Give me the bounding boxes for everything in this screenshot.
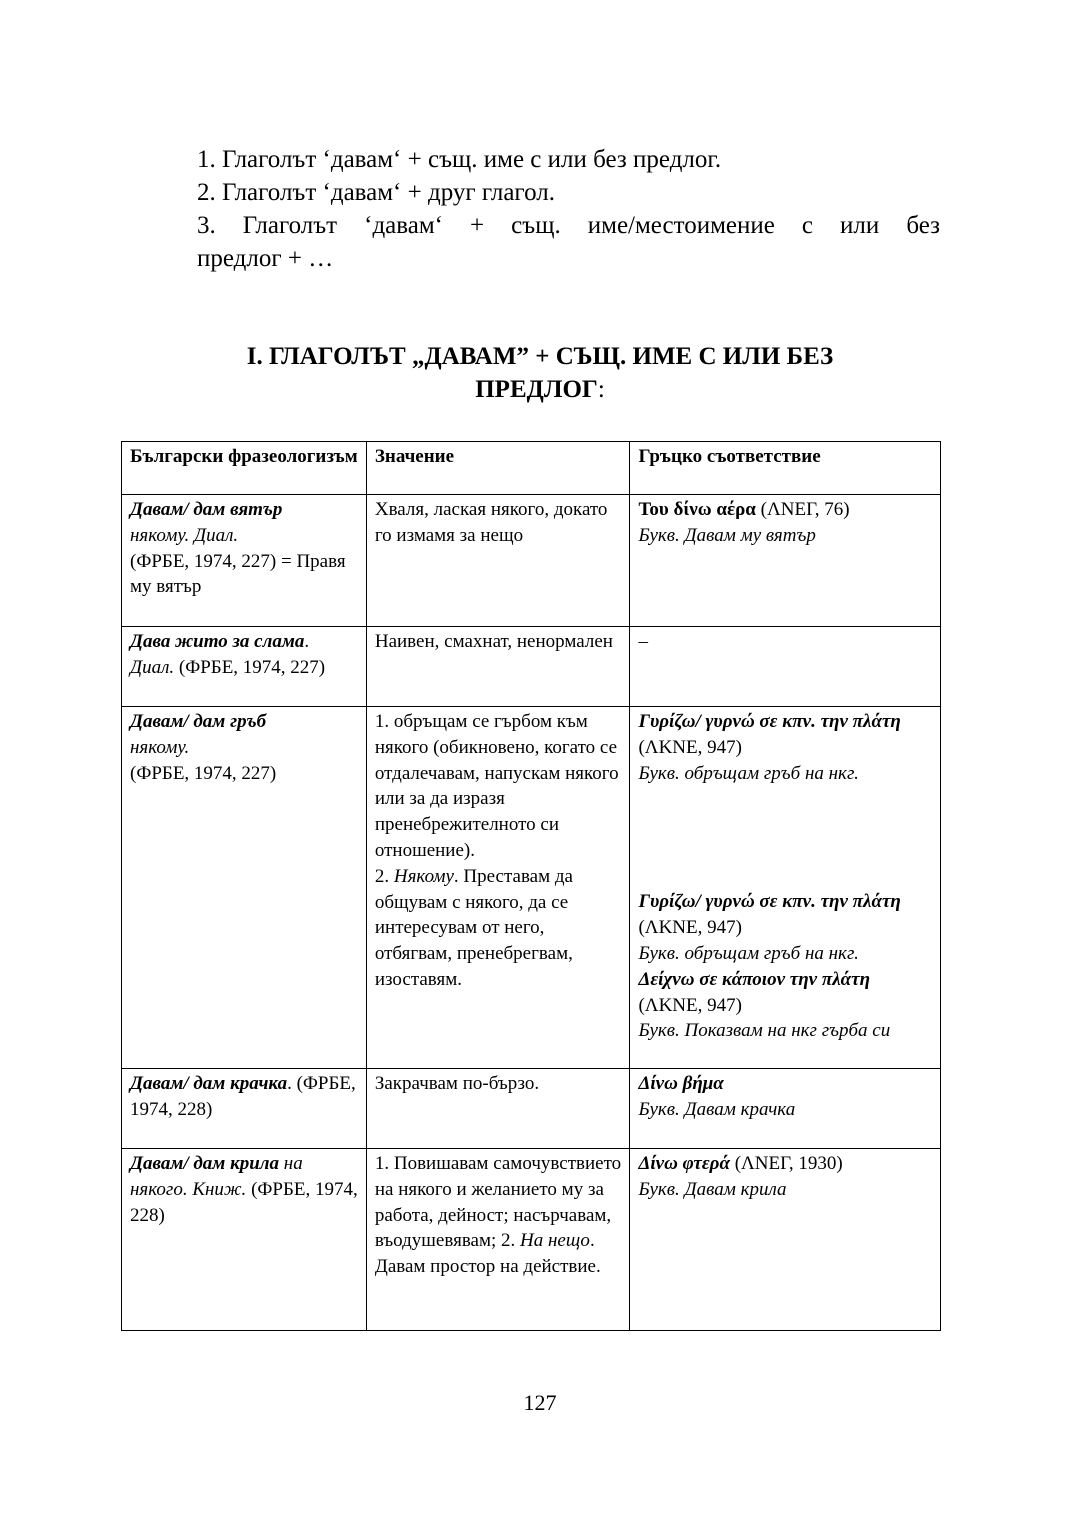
table-header-row — [122, 442, 941, 495]
cell-greek: Δίνω βήμα Букв. Давам крачка — [630, 1069, 941, 1149]
list-item: 3. Глаголът ‘давам‘ + същ. име/местоимение с или без — [197, 212, 940, 239]
cell-meaning: 1. Повишавам самочувствието на някого и желанието му за работа, дейност; насърчавам, въодушевявам; 2. На нещо. Давам простор на действие. — [366, 1149, 630, 1331]
cell-meaning: Наивен, смахнат, ненормален — [366, 627, 630, 707]
header-greek: Гръцко съответствие — [630, 442, 941, 495]
cell-meaning: 1. обръщам се гърбом към някого (обикновено, когато се отдалечавам, напускам някого или за да изразя пренебрежителното си отношение). 2. Някому. Преставам да общувам с някого, да се интересувам от него, отбягвам, пренебрегвам, изоставям. — [366, 707, 630, 1069]
cell-bulgarian: Дава жито за слама. Диал. (ФРБЕ, 1974, 227) — [122, 627, 367, 707]
table-row — [122, 707, 941, 1069]
table-row — [122, 627, 941, 707]
heading-line-1: I. ГЛАГОЛЪТ „ДАВАМ” + СЪЩ. ИМЕ С ИЛИ БЕЗ — [246, 343, 834, 370]
phraseology-table — [121, 441, 941, 1331]
cell-bulgarian: Давам/ дам крачка. (ФРБЕ, 1974, 228) — [122, 1069, 367, 1149]
section-heading — [120, 340, 960, 406]
heading-line-2: ПРЕДЛОГ: — [475, 376, 605, 403]
table-row — [122, 1069, 941, 1149]
list-item: предлог + … — [197, 245, 334, 272]
header-meaning: Значение — [366, 442, 630, 495]
list-item: 2. Глаголът ‘давам‘ + друг глагол. — [197, 179, 555, 206]
list-item: 1. Глаголът ‘давам‘ + същ. име с или без предлог. — [197, 146, 722, 173]
table-row — [122, 495, 941, 627]
intro-list — [197, 143, 940, 275]
cell-greek: – — [630, 627, 941, 707]
table-row — [122, 1149, 941, 1331]
header-bulgarian: Български фразеологизъм — [122, 442, 367, 495]
cell-greek: Δίνω φτερά (ΛΝΕΓ, 1930) Букв. Давам крила — [630, 1149, 941, 1331]
cell-greek: Γυρίζω/ γυρνώ σε κπν. την πλάτη (ΛKNE, 947) Букв. обръщам гръб на нкг. Γυρίζω/ γυρνώ σε κπν. την πλάτη (ΛKNE, 947) Букв. обръщам гръб на нкг. Δείχνω σε κάποιον την πλάτη (ΛKNE, 947) Букв. Показвам на нкг гърба си — [630, 707, 941, 1069]
cell-bulgarian: Давам/ дам крила на някого. Книж. (ФРБЕ, 1974, 228) — [122, 1149, 367, 1331]
cell-bulgarian: Давам/ дам вятър някому. Диал. (ФРБЕ, 1974, 227) = Правя му вятър — [122, 495, 367, 627]
cell-greek: Του δίνω αέρα (ΛΝΕΓ, 76) Букв. Давам му вятър — [630, 495, 941, 627]
cell-bulgarian: Давам/ дам гръб някому. (ФРБЕ, 1974, 227) — [122, 707, 367, 1069]
cell-meaning: Хваля, лаская някого, докато го измамя за нещо — [366, 495, 630, 627]
page-number: 127 — [523, 1390, 557, 1415]
cell-meaning: Закрачвам по-бързо. — [366, 1069, 630, 1149]
